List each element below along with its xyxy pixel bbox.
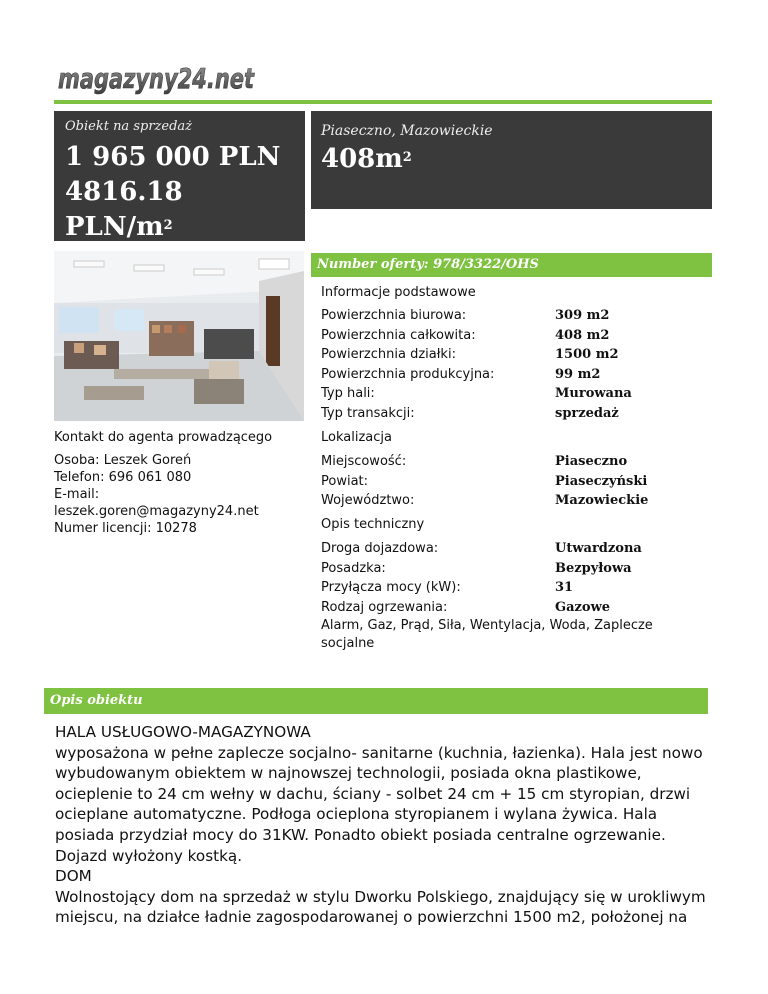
sale-type-label: Obiekt na sprzedaż <box>65 119 192 134</box>
tech-info-title: Opis techniczny <box>321 517 425 532</box>
tech-info-value: Gazowe <box>555 599 611 615</box>
basic-info-label: Powierzchnia produkcyjna: <box>321 366 495 382</box>
area-value: $408m^2$ <box>321 144 412 174</box>
description-paragraph-house: Wolnostojący dom na sprzedaż w stylu Dworku Polskiego, znajdujący się w urokliwym miejscu, na działce ładnie zagospodarowanej o powierzchni 1500 m2, położonej na <box>55 887 706 927</box>
price-unit: PLN/$m^2$ <box>65 212 173 242</box>
logo-text: magazyny24.net <box>58 62 256 95</box>
description-bar <box>44 688 708 714</box>
description-text <box>55 722 711 928</box>
price-per-m2: 4816.18 <box>65 177 183 207</box>
basic-info-value: sprzedaż <box>555 406 619 421</box>
header-rule <box>54 100 712 104</box>
site-logo[interactable] <box>58 60 256 94</box>
amenities-list: Alarm, Gaz, Prąd, Siła, Wentylacja, Woda, Zaplecze socjalne <box>321 618 653 651</box>
basic-info-label: Typ hali: <box>321 386 375 402</box>
basic-info-value: 408 m2 <box>555 327 610 343</box>
price-value: 1 965 000 PLN <box>65 142 281 172</box>
tech-info-value: Bezpyłowa <box>555 560 632 576</box>
basic-info-value: 309 m2 <box>555 308 610 323</box>
location-info-label: Powiat: <box>321 473 369 489</box>
tech-info-label: Przyłącza mocy (kW): <box>321 580 461 596</box>
basic-info-value: 99 m2 <box>555 366 601 382</box>
offer-number-bar <box>311 253 712 277</box>
location-box <box>311 111 712 209</box>
agent-license: Numer licencji: 10278 <box>54 521 197 536</box>
location-info-value: Mazowieckie <box>555 493 649 509</box>
basic-info-label: Typ transakcji: <box>321 406 415 421</box>
basic-info-title: Informacje podstawowe <box>321 285 476 300</box>
description-heading-hall: HALA USŁUGOWO-MAGAZYNOWA <box>55 723 311 741</box>
location-label: Piaseczno, Mazowieckie <box>321 123 493 139</box>
description-paragraph-hall: wyposażona w pełne zaplecze socjalno- sanitarne (kuchnia, łazienka). Hala jest nowo wybudowanym obiektem w najnowszej technologii, posiada okna plastikowe, ocieplenie to 24 cm wełny w dachu, ściany - solbet 24 cm + 15 cm styropian, drzwi ocieplane automatyczne. Podłoga ocieplona styropianem i wylana żywica. Hala posiada przydział mocy do 31KW. Ponadto obiekt posiada centralne ogrzewanie. Dojazd wyłożony kostką. <box>55 743 703 865</box>
description-heading-house: DOM <box>55 867 92 886</box>
property-photo[interactable] <box>54 251 304 421</box>
location-info-label: Miejscowość: <box>321 454 407 469</box>
agent-contact <box>54 429 304 537</box>
tech-info-label: Droga dojazdowa: <box>321 541 439 556</box>
location-info-value: Piaseczyński <box>555 473 648 489</box>
tech-info-label: Rodzaj ogrzewania: <box>321 599 448 615</box>
basic-info-label: Powierzchnia działki: <box>321 347 456 363</box>
contact-title: Kontakt do agenta prowadzącego <box>54 430 273 445</box>
basic-info-label: Powierzchnia całkowita: <box>321 327 476 343</box>
price-box <box>54 111 305 241</box>
offer-number: Number oferty: 978/3322/OHS <box>317 257 539 272</box>
description-bar-label: Opis obiektu <box>50 693 143 708</box>
price-block <box>65 140 280 245</box>
location-info-title: Lokalizacja <box>321 430 392 445</box>
basic-info-label: Powierzchnia biurowa: <box>321 308 467 323</box>
agent-phone[interactable]: Telefon: 696 061 080 <box>54 470 192 485</box>
basic-info-value: Murowana <box>555 386 632 402</box>
agent-name: Osoba: Leszek Goreń <box>54 453 192 468</box>
tech-info-value: Utwardzona <box>555 541 642 556</box>
basic-info-value: 1500 m2 <box>555 347 619 363</box>
location-info-label: Województwo: <box>321 493 415 509</box>
tech-info-value: 31 <box>555 580 574 596</box>
tech-info-label: Posadzka: <box>321 560 386 576</box>
agent-email-label: E-mail: <box>54 487 100 502</box>
location-info-value: Piaseczno <box>555 454 628 469</box>
agent-email[interactable]: leszek.goren@magazyny24.net <box>54 504 259 519</box>
